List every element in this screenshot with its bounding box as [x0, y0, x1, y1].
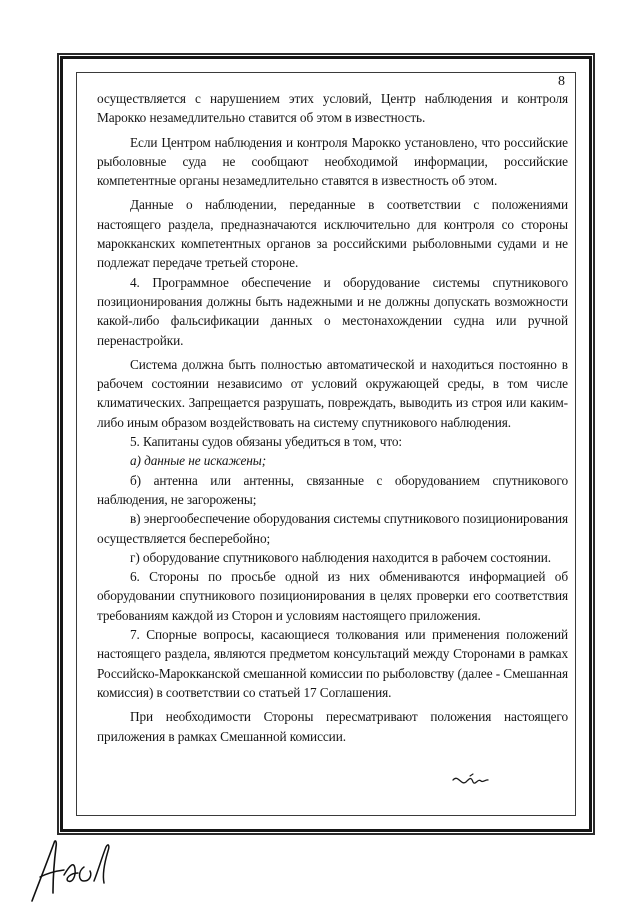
paragraph-continuation: осуществляется с нарушением этих условий, Центр наблюдения и контроля Марокко незамедлительно ставится об этом в известность. [97, 91, 568, 126]
paragraph-item-6: 6. Стороны по просьбе одной из них обмениваются информацией об оборудовании спутникового позиционирования в целях проверки его соответствия требованиям каждой из Сторон и условиям настоящего приложения. [97, 569, 568, 623]
paragraph-monitoring-data: Данные о наблюдении, переданные в соответствии с положениями настоящего раздела, предназначаются исключительно для контроля со стороны марокканских компетентных органов за российскими рыболовными судами и не подлежат передаче третьей стороне. [97, 197, 568, 271]
paragraph-revision: При необходимости Стороны пересматривают положения настоящего приложения в рамках Смешанной комиссии. [97, 709, 568, 744]
paragraph-morocco-center-notice: Если Центром наблюдения и контроля Марокко установлено, что российские рыболовные суда не сообщают необходимой информации, российские компетентные органы незамедлительно ставятся в известность об этом. [97, 134, 568, 189]
paragraph-item-7: 7. Спорные вопросы, касающиеся толкования или применения положений настоящего раздела, являются предметом консультаций между Сторонами в рамках Российско-Марокканской смешанной комиссии по рыболовству (далее - Смешанная комиссия) в соответствии со статьей 17 Соглашения. [97, 627, 568, 700]
list-item-v: в) энергообеспечение оборудования системы спутникового позиционирования осуществляется бесперебойно; [97, 511, 568, 546]
list-item-a: а) данные не искажены; [130, 453, 267, 469]
page-number: 8 [558, 74, 565, 89]
paragraph-item-4: 4. Программное обеспечение и оборудование системы спутникового позиционирования должны быть надежными и не должны допускать возможности какой-либо фальсификации данных о местонахождении судна или ручной перенастройки. [97, 274, 568, 348]
document-body [97, 89, 568, 746]
handwritten-signature [20, 835, 130, 905]
initials-mark [450, 770, 490, 794]
list-item-g: г) оборудование спутникового наблюдения находится в рабочем состоянии. [130, 549, 551, 565]
list-item-b: б) антенна или антенны, связанные с оборудованием спутникового наблюдения, не загорожены; [97, 472, 568, 507]
paragraph-system-automatic: Система должна быть полностью автоматической и находиться постоянно в рабочем состоянии независимо от условий окружающей среды, в том числе климатических. Запрещается разрушать, повреждать, выводить из строя или каким-либо иным образом воздействовать на систему спутникового наблюдения. [97, 356, 568, 430]
paragraph-item-5: 5. Капитаны судов обязаны убедиться в том, что: [130, 434, 403, 450]
